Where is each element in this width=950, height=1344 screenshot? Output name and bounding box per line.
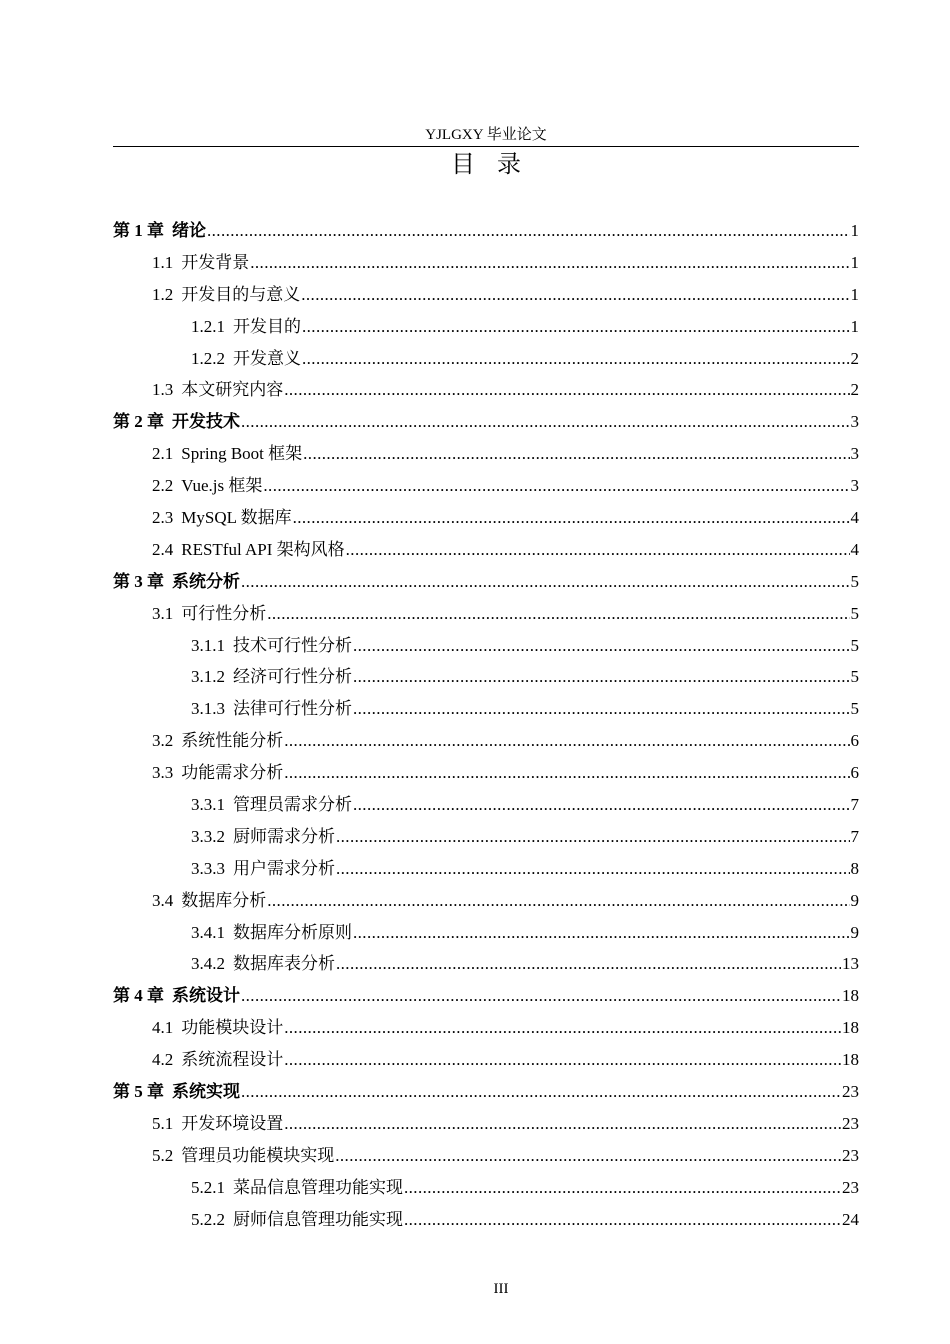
toc-entry-title: 开发技术 (172, 412, 240, 432)
toc-entry[interactable] (113, 1204, 859, 1236)
toc-entry-number: 第 5 章 (113, 1082, 164, 1102)
toc-entry-label (152, 438, 302, 470)
toc-entry[interactable] (113, 725, 859, 757)
toc-dot-leader (302, 311, 850, 343)
toc-entry[interactable] (113, 406, 859, 438)
toc-entry-label (152, 247, 249, 279)
toc-entry-page: 4 (850, 508, 859, 528)
toc-dot-leader (250, 247, 849, 279)
toc-entry-label (113, 1076, 240, 1108)
toc-entry-number: 2.3 (152, 508, 174, 528)
toc-entry[interactable] (113, 502, 859, 534)
toc-entry-page: 6 (850, 763, 859, 783)
toc-entry-label (191, 789, 352, 821)
toc-entry-number: 3.1.2 (191, 667, 225, 687)
toc-entry-label (152, 757, 283, 789)
toc-entry[interactable] (113, 948, 859, 980)
toc-entry-number: 3.3.3 (191, 858, 225, 878)
toc-entry[interactable] (113, 438, 859, 470)
toc-entry-title: 绪论 (172, 221, 206, 240)
toc-entry-number: 3.1 (152, 603, 174, 623)
toc-dot-leader (301, 279, 849, 311)
toc-dot-leader (284, 374, 849, 406)
toc-entry-label (113, 406, 240, 438)
toc-dot-leader (284, 1108, 841, 1140)
toc-entry-page: 7 (850, 826, 859, 846)
toc-entry[interactable] (113, 661, 859, 693)
toc-entry-label (191, 311, 301, 343)
toc-entry[interactable] (113, 630, 859, 662)
toc-entry-title: 数据库表分析 (233, 954, 335, 974)
toc-entry-title: 开发环境设置 (181, 1113, 284, 1133)
toc-dot-leader (353, 693, 850, 725)
toc-entry-title: 厨师信息管理功能实现 (233, 1209, 403, 1229)
toc-entry-title: 系统流程设计 (181, 1050, 284, 1070)
toc-dot-leader (241, 1076, 841, 1108)
toc-entry-number: 4.1 (152, 1018, 174, 1038)
toc-entry-title: RESTful API 架构风格 (181, 539, 345, 559)
toc-entry-page: 5 (850, 571, 859, 591)
toc-entry[interactable] (113, 1140, 859, 1172)
toc-entry-page: 1 (850, 316, 859, 336)
toc-entry[interactable] (113, 1172, 859, 1204)
toc-entry-title: 功能模块设计 (181, 1018, 284, 1038)
toc-entry-number: 5.2.2 (191, 1209, 225, 1229)
toc-entry-label (152, 885, 266, 917)
toc-dot-leader (336, 853, 850, 885)
toc-entry-label (191, 853, 335, 885)
toc-entry-label (191, 917, 352, 949)
toc-entry[interactable] (113, 470, 859, 502)
toc-entry-label (113, 215, 206, 247)
toc-entry-label (113, 566, 240, 598)
page-number: III (493, 1281, 509, 1297)
toc-entry-title: 开发意义 (233, 348, 301, 368)
toc-dot-leader (267, 598, 849, 630)
toc-entry-title: 系统分析 (172, 571, 240, 591)
toc-entry-title: 系统设计 (172, 986, 240, 1006)
toc-entry-page: 9 (850, 922, 859, 942)
toc-entry-page: 6 (850, 731, 859, 751)
toc-entry-number: 5.2 (152, 1145, 174, 1165)
toc-entry[interactable] (113, 215, 859, 247)
toc-dot-leader (207, 215, 850, 247)
toc-entry[interactable] (113, 279, 859, 311)
toc-entry-title: 系统实现 (172, 1082, 240, 1102)
toc-dot-leader (303, 438, 849, 470)
toc-entry-title: 系统性能分析 (181, 731, 284, 751)
toc-dot-leader (346, 534, 850, 566)
toc-entry-page: 23 (842, 1082, 859, 1102)
toc-entry-title: 用户需求分析 (233, 858, 335, 878)
toc-entry[interactable] (113, 1076, 859, 1108)
toc-entry-title: 经济可行性分析 (233, 667, 352, 687)
toc-entry-number: 3.1.1 (191, 635, 225, 655)
toc-entry-page: 13 (842, 954, 859, 974)
toc-entry-number: 3.3 (152, 763, 174, 783)
toc-entry[interactable] (113, 917, 859, 949)
toc-dot-leader (284, 725, 849, 757)
toc-entry-number: 3.4.2 (191, 954, 225, 974)
toc-entry-page: 5 (850, 667, 859, 687)
toc-entry-number: 第 1 章 (113, 221, 164, 240)
header-rule (113, 146, 859, 147)
toc-entry-label (152, 1140, 334, 1172)
toc-entry-title: 本文研究内容 (181, 380, 284, 400)
toc-dot-leader (267, 885, 849, 917)
toc-entry-title: Spring Boot 框架 (181, 444, 303, 464)
toc-entry-title: 功能需求分析 (181, 763, 284, 783)
toc-entry[interactable] (113, 980, 859, 1012)
toc-entry-page: 5 (850, 635, 859, 655)
toc-entry-label (152, 1044, 283, 1076)
toc-entry[interactable] (113, 693, 859, 725)
toc-entry-page: 8 (850, 858, 859, 878)
toc-entry-number: 2.4 (152, 539, 174, 559)
toc-entry-number: 2.1 (152, 444, 174, 464)
toc-entry-page: 2 (850, 380, 859, 400)
toc-entry[interactable] (113, 757, 859, 789)
toc-dot-leader (335, 1140, 841, 1172)
toc-entry[interactable] (113, 1012, 859, 1044)
toc-entry[interactable] (113, 343, 859, 375)
toc-entry-number: 5.1 (152, 1113, 174, 1133)
toc-entry-number: 3.3.1 (191, 795, 225, 815)
toc-entry-number: 1.2.1 (191, 316, 225, 336)
toc-entry[interactable] (113, 821, 859, 853)
toc-entry-label (113, 980, 240, 1012)
toc-entry-label (191, 661, 352, 693)
toc-dot-leader (336, 948, 841, 980)
toc-entry-number: 3.1.3 (191, 699, 225, 719)
toc-entry-label (152, 725, 283, 757)
toc-entry-page: 3 (850, 412, 859, 432)
toc-entry-number: 2.2 (152, 476, 174, 496)
toc-entry-page: 2 (850, 348, 859, 368)
toc-entry-label (191, 1204, 403, 1236)
toc-entry-number: 5.2.1 (191, 1177, 225, 1197)
toc-entry-page: 5 (850, 699, 859, 719)
toc-entry-page: 18 (842, 1050, 859, 1070)
toc-entry-title: MySQL 数据库 (181, 508, 292, 528)
toc-entry-title: Vue.js 框架 (181, 476, 263, 496)
toc-entry-label (152, 534, 345, 566)
toc-entry[interactable] (113, 566, 859, 598)
toc-entry-title: 管理员需求分析 (233, 795, 352, 815)
toc-entry-label (152, 1012, 283, 1044)
table-of-contents (113, 215, 859, 1236)
toc-entry-label (152, 470, 262, 502)
toc-dot-leader (293, 502, 850, 534)
toc-dot-leader (284, 757, 849, 789)
toc-entry[interactable] (113, 534, 859, 566)
toc-title: 目录 (451, 152, 543, 178)
toc-entry[interactable] (113, 598, 859, 630)
toc-entry-page: 3 (850, 476, 859, 496)
toc-entry-title: 开发目的 (233, 316, 301, 336)
toc-entry-title: 厨师需求分析 (233, 826, 335, 846)
toc-entry-number: 3.2 (152, 731, 174, 751)
toc-entry-title: 技术可行性分析 (233, 635, 352, 655)
toc-entry-number: 第 4 章 (113, 986, 164, 1006)
toc-entry-title: 管理员功能模块实现 (181, 1145, 335, 1165)
toc-dot-leader (284, 1012, 841, 1044)
toc-entry-title: 数据库分析 (181, 890, 267, 910)
toc-entry-label (191, 948, 335, 980)
toc-entry-number: 1.3 (152, 380, 174, 400)
toc-dot-leader (302, 343, 850, 375)
toc-entry-page: 7 (850, 795, 859, 815)
toc-entry[interactable] (113, 853, 859, 885)
toc-entry-number: 4.2 (152, 1050, 174, 1070)
toc-entry-label (191, 343, 301, 375)
toc-entry-label (152, 374, 283, 406)
toc-entry-page: 18 (842, 1018, 859, 1038)
toc-entry-title: 开发目的与意义 (181, 284, 301, 304)
toc-dot-leader (404, 1172, 841, 1204)
toc-entry-label (152, 502, 292, 534)
toc-dot-leader (241, 406, 850, 438)
toc-dot-leader (404, 1204, 841, 1236)
toc-dot-leader (241, 566, 850, 598)
toc-entry-page: 1 (850, 252, 859, 272)
toc-entry-page: 18 (842, 986, 859, 1006)
toc-entry-number: 3.4.1 (191, 922, 225, 942)
toc-entry-label (152, 598, 266, 630)
toc-entry[interactable] (113, 311, 859, 343)
toc-entry-number: 3.3.2 (191, 826, 225, 846)
toc-entry-page: 23 (842, 1113, 859, 1133)
toc-entry-page: 5 (850, 603, 859, 623)
toc-dot-leader (353, 789, 850, 821)
toc-entry-title: 菜品信息管理功能实现 (233, 1177, 403, 1197)
toc-entry-title: 开发背景 (181, 252, 250, 272)
toc-entry-page: 4 (850, 539, 859, 559)
toc-entry[interactable] (113, 374, 859, 406)
toc-dot-leader (353, 661, 850, 693)
toc-dot-leader (284, 1044, 841, 1076)
toc-entry-page: 23 (842, 1145, 859, 1165)
toc-entry-number: 1.2.2 (191, 348, 225, 368)
toc-entry-page: 9 (850, 890, 859, 910)
toc-entry-label (191, 821, 335, 853)
toc-dot-leader (241, 980, 841, 1012)
toc-entry-page: 1 (850, 221, 859, 240)
toc-entry-label (191, 693, 352, 725)
toc-entry-label (191, 630, 352, 662)
toc-dot-leader (353, 630, 850, 662)
toc-entry-label (152, 279, 300, 311)
toc-dot-leader (263, 470, 849, 502)
toc-entry[interactable] (113, 1044, 859, 1076)
toc-entry-page: 23 (842, 1177, 859, 1197)
toc-entry-title: 法律可行性分析 (233, 699, 352, 719)
toc-entry[interactable] (113, 1108, 859, 1140)
page-header: YJLGXY 毕业论文 (425, 127, 547, 143)
toc-entry-page: 24 (842, 1209, 859, 1229)
toc-entry-number: 3.4 (152, 890, 174, 910)
toc-entry-title: 可行性分析 (181, 603, 267, 623)
toc-dot-leader (353, 917, 850, 949)
toc-entry-page: 1 (850, 284, 859, 304)
toc-entry[interactable] (113, 789, 859, 821)
toc-entry-label (191, 1172, 403, 1204)
toc-entry[interactable] (113, 247, 859, 279)
toc-entry[interactable] (113, 885, 859, 917)
toc-entry-number: 第 2 章 (113, 412, 164, 432)
toc-dot-leader (336, 821, 850, 853)
toc-entry-number: 1.2 (152, 284, 174, 304)
toc-entry-number: 1.1 (152, 252, 174, 272)
toc-entry-page: 3 (850, 444, 859, 464)
toc-entry-title: 数据库分析原则 (233, 922, 352, 942)
toc-entry-number: 第 3 章 (113, 571, 164, 591)
toc-entry-label (152, 1108, 283, 1140)
